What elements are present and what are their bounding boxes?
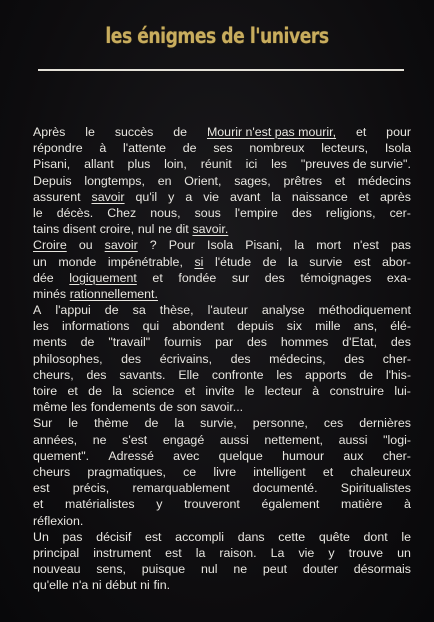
word: cheurs, [33,367,74,382]
word: ou [78,238,93,253]
word: a [185,189,193,204]
word: est [144,529,162,544]
word: savoir. [192,222,229,237]
word: nettement, [264,432,323,447]
word: savoir... [200,400,244,415]
text-line [33,351,411,367]
word: Depuis [33,173,72,188]
text-line [33,577,411,593]
text-line [33,367,411,383]
word: pour [386,125,411,139]
text-line [33,399,411,415]
text-line [33,448,411,464]
word: dans [237,529,265,544]
word: pas [62,529,83,544]
word: la [294,238,305,253]
text-line [33,205,411,221]
word: Pisani, [33,157,71,172]
word: dit [175,222,189,237]
word: également [261,497,320,512]
word: de [359,367,374,382]
text-line [33,221,411,237]
word: la [174,416,185,431]
word: le [401,529,411,544]
word: Elle [178,367,199,382]
word: personne, [252,416,308,431]
word: méthodiquement [318,303,411,318]
text-line [33,334,411,350]
word: Spiritualistes [340,481,411,496]
word: savants. [119,367,166,382]
word: élé- [390,319,411,334]
word: la [288,254,298,269]
word: ne [92,432,107,447]
word: et [33,497,44,512]
word: l'auteur [207,303,248,318]
word: début [105,578,137,593]
word: toire [33,384,58,398]
word: ses [213,141,233,156]
word: fournis [164,335,202,350]
word: "travail" [108,335,151,350]
word: matérialistes [65,497,135,512]
word: de [262,254,277,269]
word: l'étude [214,254,252,269]
word: d'Etat, [342,335,378,350]
word: survie [309,254,343,269]
word: sages, [234,173,271,188]
text-line [33,432,411,448]
word: qui [142,319,160,334]
word: rationnellement. [69,286,158,301]
text-line [33,140,411,156]
word: de [182,141,197,156]
word: apports [305,367,347,382]
word: plus [127,157,151,172]
series-title: les énigmes de l'univers [105,24,329,48]
word: cheurs [33,464,71,479]
text-line [33,286,411,302]
word: des [230,351,251,366]
text-line [33,561,411,577]
word: cette [278,529,306,544]
word: qu'il [135,189,158,204]
word: cer- [389,205,411,220]
text-line [33,173,411,189]
word: un [397,545,411,560]
text-line [33,318,411,334]
word: "logi- [383,432,411,447]
word: et [67,384,78,398]
word: invite [205,384,235,398]
word: Un [33,529,49,544]
word: de [144,416,159,431]
word: six [286,319,302,334]
word: en [157,173,172,188]
word: nul [137,222,155,237]
text-line [33,383,411,399]
word: abor- [381,254,411,269]
word: trouve [348,545,384,560]
word: des [121,351,142,366]
word: y [156,497,163,512]
text-line [33,189,411,205]
word: nul [200,562,218,577]
word: et [152,270,163,285]
word: quelque [218,448,263,463]
word: mille [315,319,341,334]
word: ni [140,578,150,593]
word: sa [132,303,146,318]
word: confronte [211,367,264,382]
word: ces [323,416,344,431]
word: cher- [382,448,411,463]
word: la [112,384,122,398]
word: les [271,157,287,172]
blurb-text [33,124,411,593]
word: pas [390,238,411,253]
text-line [33,237,411,253]
text-line [33,513,411,529]
word: des [246,335,267,350]
word: aux [343,448,364,463]
word: Orient, [184,173,222,188]
text-line [33,464,411,480]
word: répondre [33,141,83,156]
word: remarquablement [132,481,230,496]
word: de [104,303,119,318]
word: logiquement [69,270,137,285]
word: l'his- [385,367,411,382]
word: monde [58,254,97,269]
word: sens, [96,562,126,577]
word: Pour [168,238,195,253]
word: écrivains, [159,351,213,366]
word: vie [298,545,315,560]
word: quement". [33,448,90,463]
word: tains [33,222,60,237]
word: et [322,464,334,479]
word: dée [33,270,54,285]
word: informations [61,319,130,334]
word: longtemps, [84,173,145,188]
word: est [165,545,182,560]
word: et [358,189,370,204]
word: Chez [107,205,137,220]
word: le [68,416,79,431]
word: fondements [90,400,156,415]
text-line [33,480,411,496]
word: allant [84,157,114,172]
word: principal [33,545,80,560]
word: puisque [141,562,186,577]
word: des [344,351,365,366]
word: son [176,400,197,415]
word: exa- [386,270,411,285]
word: si [194,254,204,269]
word: ni [92,578,102,593]
word: ments [33,335,67,350]
word: documenté. [252,481,318,496]
word: n'a [72,578,89,593]
word: survie, [200,416,237,431]
word: Après [33,125,66,139]
word: pragmatiques, [87,464,166,479]
word: nous, [150,205,181,220]
word: Adressé [108,448,154,463]
word: Isola [207,238,234,253]
word: réflexion. [33,513,84,528]
word: La [270,545,285,560]
word: témoignages [300,270,372,285]
word: peut [262,562,288,577]
word: A [33,303,42,318]
word: ? [149,238,157,253]
word: hommes [280,335,329,350]
word: analyse [261,303,305,318]
word: prêtres [283,173,323,188]
word: Isola [384,141,411,156]
word: quête [318,529,350,544]
word: matière [341,497,383,512]
word: science [132,384,175,398]
word: à [404,497,411,512]
word: dont [363,529,388,544]
word: cher- [382,351,411,366]
text-line [33,496,411,512]
word: nouveau [33,562,81,577]
word: de [80,335,95,350]
word: un [33,254,47,269]
word: des [264,270,285,285]
word: décès. [56,205,94,220]
word: ne [158,222,172,237]
word: désormais [353,562,411,577]
word: raison. [219,545,257,560]
word: engagé [162,432,205,447]
word: thème [94,416,129,431]
word: médecins [357,173,411,188]
word: religions, [325,205,376,220]
word: qu'elle [33,578,69,593]
word: impénétrable, [107,254,183,269]
word: Mourir n'est pas mourir, [206,125,337,139]
word: y [168,189,175,204]
word: Sur [33,416,53,431]
word: avant [230,189,261,204]
word: médecins, [269,351,326,366]
word: Croire [33,238,67,253]
word: minés [33,286,67,301]
word: intelligent [253,464,306,479]
word: "preuves de survie". [300,157,411,172]
word: fin. [153,578,171,593]
word: Pisani, [245,238,283,253]
word: naissance [291,189,348,204]
text-line [33,270,411,286]
word: lecteur [264,384,302,398]
word: assurent [33,189,81,204]
word: après [380,189,411,204]
word: le [85,125,95,139]
word: aussi [338,432,368,447]
word: livre [213,464,237,479]
word: le [33,205,43,220]
word: y [328,545,335,560]
word: s'est [122,432,148,447]
text-line [33,529,411,545]
word: et [334,173,346,188]
word: la [271,189,281,204]
word: l'attente [123,141,167,156]
word: dernières [359,416,411,431]
word: à [312,384,320,398]
word: de [173,125,188,139]
word: même [33,400,68,415]
word: ans, [353,319,378,334]
word: les [276,367,293,382]
text-line [33,124,411,140]
word: décisif [96,529,132,544]
word: l'appui [55,303,91,318]
word: années, [33,432,78,447]
word: la [195,545,206,560]
word: des [291,205,312,220]
word: des [86,367,107,382]
word: nombreux [249,141,305,156]
word: lui- [394,384,411,398]
text-line [33,254,411,270]
word: accompli [175,529,225,544]
word: fondée [178,270,217,285]
word: succès [114,125,154,139]
divider-rule [38,69,404,71]
word: ici [245,157,258,172]
word: savoir [91,189,125,204]
word: loin, [164,157,187,172]
word: et [355,125,367,139]
word: vie [203,189,220,204]
word: de [159,400,173,415]
word: à [99,141,107,156]
word: l'empire [234,205,278,220]
word: humour [282,448,325,463]
word: avec [173,448,200,463]
word: lecteurs, [321,141,369,156]
word: et [184,384,196,398]
word: sur [231,270,250,285]
word: réunit [200,157,232,172]
word: par [215,335,234,350]
word: les [71,400,87,415]
word: des [390,335,411,350]
word: disent [62,222,96,237]
word: de [88,384,102,398]
word: croire, [99,222,135,237]
word: construire [329,384,384,398]
word: sous [194,205,221,220]
text-line [33,415,411,431]
text-line [33,156,411,172]
word: instrument [93,545,152,560]
word: est [353,254,371,269]
word: n'est [353,238,379,253]
text-line [33,545,411,561]
text-line [33,302,411,318]
word: les [33,319,49,334]
word: chaleureux [350,464,411,479]
word: thèse, [159,303,194,318]
word: philosophes, [33,351,103,366]
word: depuis [237,319,274,334]
word: trouveront [184,497,240,512]
word: ce [183,464,197,479]
word: aussi [219,432,249,447]
word: précis, [72,481,110,496]
word: ne [233,562,248,577]
word: abondent [172,319,224,334]
word: mort [316,238,342,253]
word: douter [302,562,338,577]
word: le [244,384,255,398]
word: est [33,481,50,496]
word: savoir [104,238,138,253]
